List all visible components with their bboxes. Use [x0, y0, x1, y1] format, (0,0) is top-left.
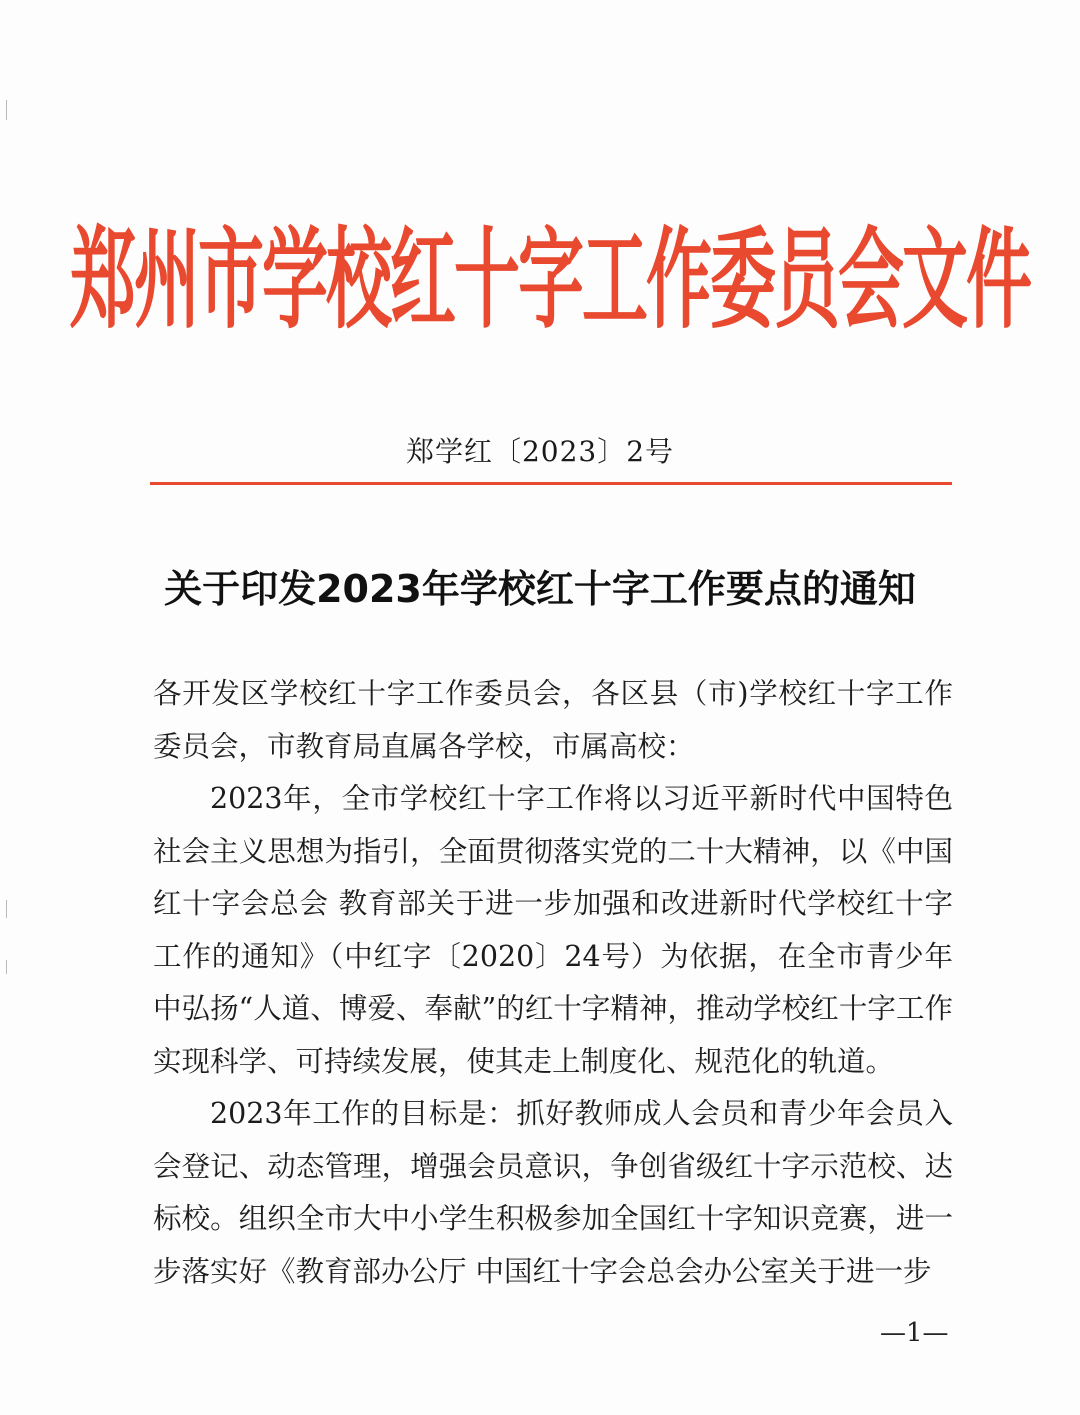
document-number: 郑学红〔2023〕2号 — [405, 435, 675, 468]
red-divider-line — [150, 482, 952, 485]
paragraph: 2023年，全市学校红十字工作将以习近平新时代中国特色社会主义思想为指引，全面贯彻落实党的二十大精神，以《中国红十字会总会 教育部关于进一步加强和改进新时代学校红十字工作的通知》（中红字〔2020〕24号）为依据，在全市青少年中弘扬“人道、博爱、奉献”的红十字精神，推动学校红十字工作实现科学、可持续发展，使其走上制度化、规范化的轨道。 — [153, 782, 953, 1078]
scan-edge-mark — [6, 900, 7, 918]
scan-edge-mark — [6, 100, 7, 120]
addressee: 各开发区学校红十字工作委员会，各区县（市)学校红十字工作委员会，市教育局直属各学校，市属高校： — [153, 677, 953, 763]
issuer-title: 郑州市学校红十字工作委员会文件 — [70, 216, 1030, 344]
masthead — [70, 200, 1030, 344]
notice-title: 关于印发2023年学校红十字工作要点的通知 — [164, 567, 916, 611]
paragraph: 2023年工作的目标是：抓好教师成人会员和青少年会员入会登记、动态管理，增强会员意识，争创省级红十字示范校、达标校。组织全市大中小学生积极参加全国红十字知识竞赛，进一步落实好《教育部办公厅 中国红十字会总会办公室关于进一步 — [153, 1097, 953, 1288]
notice-body — [153, 668, 953, 1298]
scan-edge-mark — [6, 960, 7, 974]
page-number: —1— — [880, 1318, 949, 1348]
